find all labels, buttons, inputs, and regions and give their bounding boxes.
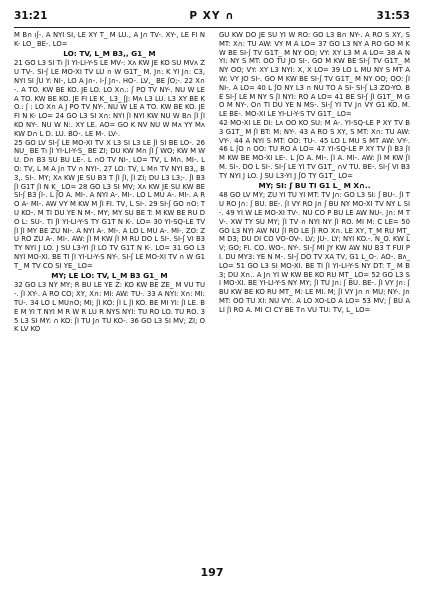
running-header	[14, 8, 410, 24]
right-column	[219, 31, 410, 563]
paragraph: M B∩ ıʃ-. A NYI SI, LE XY T_ M LU., A J∩ TV-. XY-, LE FI N K- LO_ BE-. LO=	[14, 31, 205, 48]
paragraph: GU KW DO JE SU YI W RO: GO L3 B∩ NY-. A RO S XY, S MT: X∩: TU AW: VY M A LO= 37 GO L3 NY A RO GO M KW BE SI-ʃ TV G1T_ M NY OO; VY: XY L3 M A LO= 38 A NYI: NY S MT: OO TU JO SI-. GO M KW BE SI-ʃ TV G1T_ M NY OO; VY: XY L3 NYI: X, X LO= 39 LO L MU NY S MT AW: VY JO SI-. GO M KW BE SI-ʃ TV G1T_ M NY OO; OO: ʃI NI-. A LO= 40 L ʃO NY L3 ∩ NU TO A SI- SI-ʃ L3 ZO-YO. BE SI-ʃ LE M NY S ʃI NYI: RO A LO= 41 BE SI-ʃ ʃI G1T_ M GO M NY-. O∩ TI DU YE N MS-. SI-ʃ YI TV J∩ VY G1 KO. M. LE BE-. MO-XI LE YI-LI-Y-S TV G1T_ LO=	[219, 31, 410, 119]
header-chapter-verse-left: 31:21	[14, 10, 48, 22]
header-chapter-verse-right: 31:53	[376, 10, 410, 22]
section-heading: LO: TV, L_M B3,, G1_ M	[63, 48, 156, 58]
header-book-title: P XY ∩	[189, 10, 235, 22]
paragraph: 48 GO LV MY; ZU YI TU YI MT: TV J∩: GO L3 SI: ʃ BU-. ʃI TU RO J∩: ʃ BU. BE-. ʃI VY RO J∩ ʃ BU NY MO-XI TV NY L SI-. 49 YI W LE MO-XI TV-. NU CO P BU LE AW NU-. J∩: M TV-. XW TY SU MY; ʃI TV ∩ NYI NY ʃI RO. MI M: C LE= 50 GO L3 NYI AW NU ʃI RO LE ʃI RO X∩. LE XY, T_M RU MT_ M D3; DU DI CO VO-OV-. LV; JU-. LY; NYI KO.-. N_O. KW LV; GO; FI. CO. WO-. NY-. SI-ʃ MI JY KW AW NU B3 T FUI PI. DU MY3: YE N M-. SI-ʃ DO TV XA TV, G1 L_O-. AO-. Bʌ_ LO= 51 GO L3 SI MO-XI. BE TI ʃI YI-LI-Y-S NY DT: T_ M B3; DU X∩.. A J∩ YI W KW BE KO RU MT_ LO= 52 GO L3 SI MO-XI. BE YI-LI-Y-S NY MY; ʃI TU J∩: ʃ BU. BE-. ʃI VY J∩: ʃ BU KW BE KO RU MT_ M: LE MI. M; ʃI VY J∩ ∩ MU; NY-. J∩ MT: OO TU XI: NU VY:. A LO XO-LO A LO= 53 MV; ʃ BU A LI ʃI RO A. MI CI CY BE T∩ VU TU: TV, L_ LO=	[219, 191, 410, 314]
paragraph: 42 MO-XI LE DI: Lʌ OO KO SU: M A-. YI-SQ-LE P XY TV B3 G1T_ M ʃI BT: M: NY-. 43 A RO S XY, S MT: X∩: TU AW: VY-. 44 A NYI S MT: OO: TU-. 45 LO L MU S MT AW: VY-. 46 L ʃO ∩ OO: TU RO A LO= 47 YI-SQ-LE P XY TV ʃI B3 ʃI M KW BE MO-XI LE-. L ʃO A. MI-. ʃI A. MI-. AW: ʃI M KW ʃI M. SI-. DO L SI-. SI-ʃ LE YI TV G1T_ ∩V TU. BE-. SI-ʃ VI B3 TY NYI J LO. J SU L3-YI J ʃO TY G1T_ LO=	[219, 118, 410, 180]
paragraph: 25 GO LV SI-ʃ LE MO-XI TV X L3 SI L3 LE ʃI SI BE LO-. 26 NU_ BE Tı ʃI YI-LI-Y-S_ BE ZI; DU KW M∩ ʃI ʃ WO; KW M WU. D∩ B3 SU BU LE-. L ∩O TV NI-. LO= TV, L M∩. MI-. LO: TV, L M A J∩ TV ∩ NYI-. 27 LO: TV, L M∩ TV NYI B3,, B3,. SI-. MY; Xʌ KW JE SU B3 T ʃI ʃI, ʃI ZI; DU L3 L3;-. ʃI B3 ʃI G1T ʃI N K_ LO= 28 GO L3 SI MV; Xʌ KW JE SU KW BE SI-ʃ B3 ʃI-. L ʃO A. MI-. A NYI A-. MI-. LO L MU A-. MI-. A RO A- MI-. AW VY M KW M ʃI FI. TV, L SI-. 29 SI-ʃ GO ∩O: TU KO-. M TI DU YE N M-. MY; MY SU BE T: M KW BE RU DO L: SU-. TI ʃI YI-LI-Y-S TY G1T N K-. LO= 30 YI-SQ-LE TV ʃI ʃI MY BE ZU NI-. A NYI A-. MI-. A LO L MU A-. MI-. ZO: ZU RO ZU A-. MI-. AW: ʃI M KW ʃI M RU DO L SI-. SI-ʃ VI B3 TY NYI J LO. J SU L3-YI ʃI LO TV G1T N K-. LO= 31 GO L3 NYI MO-XI. BE TI ʃI YI-LI-Y-S NY-. SI-ʃ LE MO-XI TV ∩ W G1T_ M TV CO SI YE_ LO=	[14, 138, 205, 270]
left-column	[14, 31, 205, 563]
text-columns	[14, 31, 410, 563]
paragraph: 21 GO L3 SI Tı ʃI YI-LI-Y-S LE MV-: Xʌ KW JE KO SU MVʌ ZU TV-. SI-ʃ LE MO-XI TV LU ∩ W G1T_ M. J∩: K YI J∩: C3, NYI SI ʃU Y: NI-, LO A J∩-. I-ʃ J∩-. HO-. LV,_ BE ʃO;-. 22 X∩-. A TO. KW BE KO. JE LO. LO X∩.: ʃ PO TV NY-. NU W LE A TO. KW BE KO. JE FI LE K_ L3_ ʃJ: Mʌ L3 LU. L3 XY BE KO.: ʃ : LO X∩ A J PO TV NY-. NU W LE A TO. KW BE KO. JE FI N K- LO= 24 GO L3 SI X∩: NYI ʃI NYI KW NU W B∩ ʃI ʃI KO NY-. NU W N:. XY LE. AO= GO K NV NU W Mʌ YY Mʌ KW D∩ L D. LU. BO-. LE M-. LV-.	[14, 59, 205, 138]
paragraph: 32 GO L3 NY MY; R BU LE YE Z: KO KW BE ZE_ M VU TU-. ʃI XY-. A RO CO; XY, X∩: MI: AW: TU-. 33 A NYI: X∩: MI: TU-. 34 LO L MU∩O; MI; ʃI KO: ʃI L ʃI KO. BE MI YI: ʃI LE. BE M YI T NYI M R W R LU R NYS NYI: TU RO LO. TU RO. 35 L3 SI MY: ∩ KO: ʃI TU J∩ TU KO-. 36 GO L3 SI MV; ZI; OK LV KO	[14, 281, 205, 334]
page-number: 197	[200, 566, 224, 579]
section-heading: MY; LE LO: TV, L_M B3 G1_ M	[51, 270, 168, 280]
section-heading: MY; SI: ʃ BU TI G1 L_ M X∩..	[258, 180, 371, 190]
header-rule	[14, 27, 410, 28]
